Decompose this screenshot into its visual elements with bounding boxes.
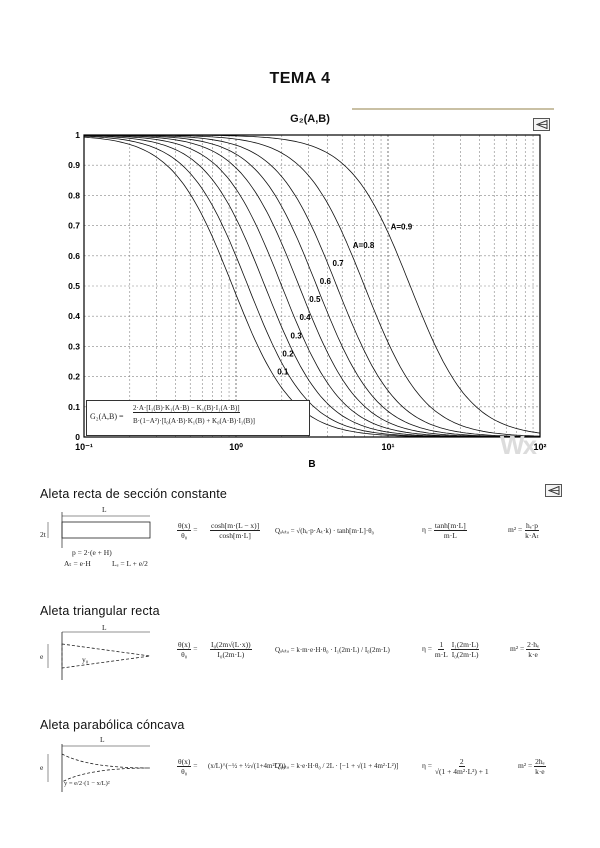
section-title-recta: Aleta recta de sección constante: [40, 487, 228, 501]
y-tick-label: 0.9: [68, 160, 80, 171]
formula-denominator: B·(1−A²)·[I₀(A·B)·K₁(B) + K₀(A·B)·I₁(B)]: [133, 417, 255, 425]
m-den: k·e: [528, 650, 538, 659]
curve-label: 0.3: [290, 331, 302, 341]
y-tick-label: 0.2: [68, 371, 80, 382]
curve-label: 0.7: [332, 258, 344, 268]
dim-length-recta: L: [102, 505, 107, 514]
curve-0.3: [84, 136, 540, 437]
note-corrected-length: Lₑ = L + e/2: [112, 559, 148, 568]
note-y0: y₀: [82, 655, 89, 664]
formula-box: [86, 400, 310, 436]
eta-num: 1: [439, 640, 444, 649]
ratio-expression: (x/L)^(−½ + ½√(1+4m²L²)): [208, 762, 286, 770]
eta-lhs: η =: [422, 761, 433, 771]
curve-0.1: [84, 137, 540, 437]
page-title: TEMA 4: [269, 70, 331, 87]
eta-num: 2: [459, 757, 464, 766]
m-num: hₑ·p: [526, 521, 538, 530]
y-tick-label: 0.1: [68, 401, 80, 412]
eta-extra-num: I₁(2m·L): [451, 640, 479, 649]
dim-side-triangular: e: [40, 652, 44, 661]
ratio-den: I₀(2m·L): [217, 650, 245, 659]
section-title-parabolica: Aleta parabólica cóncava: [40, 718, 185, 732]
ratio-num: cosh[m·(L − x)]: [211, 521, 260, 530]
x-tick-label: 10²: [533, 442, 547, 452]
note-profile: y = e/2·(1 − x/L)²: [64, 780, 110, 787]
y-tick-label: 0.7: [68, 220, 80, 231]
eta-lhs: η =: [422, 525, 433, 535]
theta-num: θ(x): [178, 521, 191, 530]
y-tick-label: 0.8: [68, 190, 80, 201]
curve-0.2: [84, 136, 540, 437]
curve-label: 0.5: [309, 295, 321, 305]
ratio-den: cosh[m·L]: [219, 531, 251, 540]
theta-den: θ₀: [181, 531, 188, 540]
fin-diagram-parabolica: [38, 734, 168, 804]
m-lhs: m² =: [508, 525, 523, 535]
m-den: k·e: [535, 767, 545, 776]
x-axis-label: B: [308, 459, 316, 470]
section-title-triangular: Aleta triangular recta: [40, 604, 160, 618]
note-area: Aₜ = e·H: [64, 559, 91, 568]
fin-diagram-recta: [38, 504, 168, 576]
y-tick-label: 0.5: [68, 281, 80, 291]
section-nav-button[interactable]: [545, 484, 562, 497]
m-lhs: m² =: [510, 644, 525, 654]
curve-label: 0.1: [277, 367, 289, 377]
y-tick-label: 0.3: [68, 341, 80, 352]
y-tick-label: 0.6: [68, 250, 80, 261]
dim-side-parabolica: e: [40, 763, 44, 772]
fin-diagram-triangular: [38, 622, 168, 692]
theta-den: θ₀: [181, 650, 188, 659]
dim-side-recta: 2t: [40, 530, 46, 539]
watermark-logo: Wx: [500, 430, 535, 460]
heat-flux-eq: Qₐₗₑₜₐ = k·e·H·θ₀ / 2L · [−1 + √(1 + 4m²·L²)]: [275, 762, 399, 770]
eta-den: m·L: [443, 531, 457, 540]
formula-numerator: 2·A·[I₁(B)·K₁(A·B) − K₁(B)·I₁(A·B)]: [133, 404, 240, 412]
heat-flux-eq: Qₐₗₑₜₐ = k·m·e·H·θ₀ · I₁(2m·L) / I₀(2m·L): [275, 646, 390, 654]
eta-lhs: η =: [422, 644, 433, 654]
eta-den: m·L: [434, 650, 448, 659]
ratio-num: I₀(2m√(L·x)): [211, 640, 251, 649]
m-num: 2hₑ: [535, 757, 545, 766]
y-tick-label: 0: [75, 432, 80, 442]
eta-extra-den: I₀(2m·L): [451, 650, 479, 659]
eta-num: tanh[m·L]: [434, 521, 466, 530]
m-num: 2·hₑ: [527, 640, 539, 649]
m-lhs: m² =: [518, 761, 533, 771]
back-triangle-icon: [548, 486, 560, 495]
x-tick-label: 10⁰: [229, 442, 243, 452]
curve-A0.8: [84, 135, 540, 436]
theta-num: θ(x): [178, 640, 191, 649]
y-tick-label: 0.4: [68, 311, 80, 322]
curve-label: A=0.9: [390, 222, 413, 232]
curve-label: 0.2: [282, 349, 294, 359]
chart-title: G₂(A,B): [290, 113, 330, 125]
y-tick-label: 1: [75, 130, 80, 140]
curve-label: 0.6: [319, 277, 331, 286]
x-tick-label: 10¹: [381, 442, 395, 452]
theta-num: θ(x): [178, 757, 191, 766]
curve-label: 0.4: [299, 313, 311, 323]
eta-den: √(1 + 4m²·L²) + 1: [434, 767, 489, 776]
heat-flux-eq: Qₐₗₑₜₐ = √(hₑ·p·Aₜ·k) · tanh[m·L]·θ₀: [275, 527, 374, 535]
note-perimeter: p = 2·(e + H): [72, 548, 112, 557]
curve-label: A=0.8: [352, 240, 375, 250]
m-den: k·Aₜ: [525, 531, 539, 540]
dim-length-parabolica: L: [100, 735, 105, 744]
dim-length-triangular: L: [102, 623, 107, 632]
x-tick-label: 10⁻¹: [75, 442, 93, 452]
formula-lhs: G₂(A,B) =: [90, 412, 124, 421]
theta-den: θ₀: [181, 767, 188, 776]
